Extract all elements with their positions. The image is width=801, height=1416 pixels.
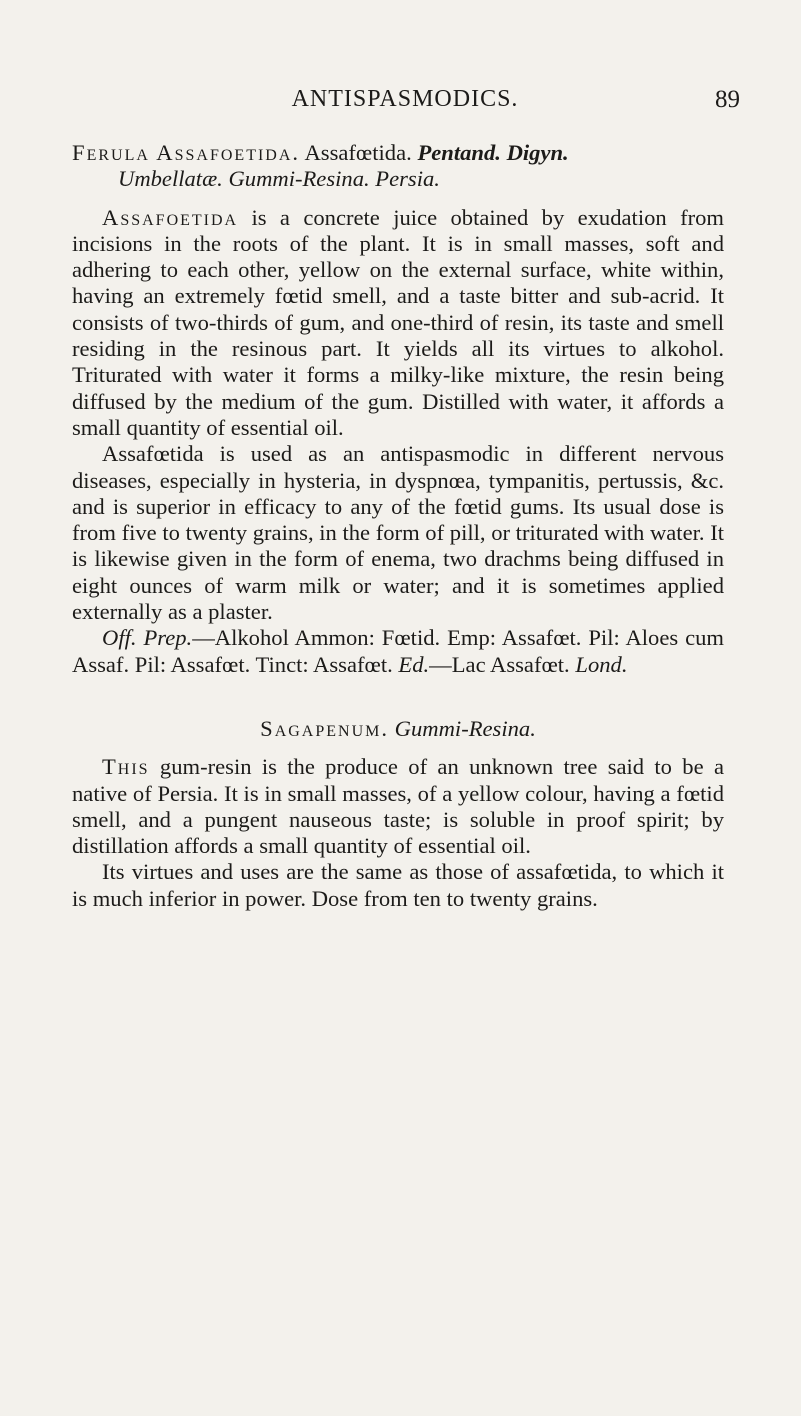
lead-word: Assafoetida xyxy=(102,204,239,230)
paragraph-text: is a concrete juice obtained by exudation from incisions in the roots of the plant. It is in small masses, soft and adhering to each other, yellow on the external surface, white within, having an extremely fœtid smell, and a taste bitter and sub-acrid. It consists of two-thirds of gum, and one-third of resin, its taste and smell residing in the resinous part. It yields all its virtues to alkohol. Triturated with water it forms a milky-like mixture, the resin being diffused by the medium of the gum. Distilled with water, it affords a small quantity of essential oil. xyxy=(72,204,724,440)
entry-heading xyxy=(72,140,724,166)
entry-assafoetida xyxy=(72,140,724,912)
entry-heading xyxy=(72,716,724,742)
preparations-label: Off. Prep. xyxy=(102,625,193,651)
heading-botanical-name: Sagapenum. xyxy=(260,715,390,741)
heading-classification: Gummi-Resina. xyxy=(394,715,536,741)
running-head-title: ANTISPASMODICS. xyxy=(291,86,519,112)
london-label: Lond. xyxy=(575,651,628,677)
preparations-text: —Alkohol Ammon: Fœtid. Emp: Assafœt. Pil: Aloes cum Assaf. Pil: Assafœt. Tinct: Assafœt. xyxy=(72,625,724,677)
paragraph xyxy=(72,859,724,912)
paragraph-text: gum-resin is the produce of an unknown tree said to be a native of Persia. It is in small masses, of a yellow colour, having a fœtid smell, and a pungent nauseous taste; is soluble in proof spirit; by distillation affords a small quantity of essential oil. xyxy=(72,754,724,859)
heading-subline xyxy=(72,166,724,192)
paragraph-text: Assafœtida is used as an antispasmodic in different nervous diseases, especially in hysteria, in dyspnœa, tympanitis, pertussis, &c. and is superior in efficacy to any of the fœtid gums. Its usual dose is from five to twenty grains, in the form of pill, or triturated with water. It is likewise given in the form of enema, two drachms being diffused in eight ounces of warm milk or water; and it is sometimes applied externally as a plaster. xyxy=(72,441,724,625)
paragraph xyxy=(72,205,724,442)
paragraph xyxy=(72,754,724,859)
edinburgh-label: Ed. xyxy=(398,651,430,677)
page-number: 89 xyxy=(715,86,740,113)
heading-botanical-name: Ferula Assafoetida. xyxy=(72,140,301,165)
paragraph xyxy=(72,441,724,625)
running-head xyxy=(70,82,740,116)
lead-word: This xyxy=(102,754,150,780)
heading-family: Umbellatæ. Gummi-Resina. Persia. xyxy=(118,166,440,192)
heading-classification: Pentand. Digyn. xyxy=(417,140,569,165)
paragraph-text: Its virtues and uses are the same as those of assafœtida, to which it is much inferior in power. Dose from ten to twenty grains. xyxy=(72,859,724,911)
heading-common-name: Assafœtida. xyxy=(304,140,412,165)
preparations xyxy=(72,625,724,678)
edinburgh-text: —Lac Assafœt. xyxy=(429,651,570,677)
